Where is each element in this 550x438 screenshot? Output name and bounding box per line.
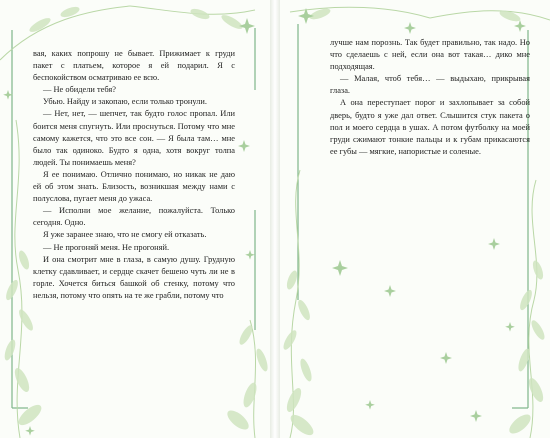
paragraph: вая, каких попрошу не бывает. Прижимает к груди пакет с платьем, которое я ей подарил. Я с беспокойством осматриваю ее всю. [33,49,235,83]
left-page-text [33,48,235,302]
book-gutter [270,0,280,438]
paragraph: Я уже заранее знаю, что не смогу ей отказать. [43,230,207,240]
paragraph: — Не прогоняй меня. Не прогоняй. [43,242,170,252]
paragraph: — Не обидели тебя? [43,85,116,95]
paragraph: Я ее понимаю. Отлично понимаю, но никак не даю ей об этом знать. Близость, возникшая между нами с полуслова, пугает меня до ужаса. [33,169,235,204]
left-page [0,0,270,438]
right-page-text [330,37,530,158]
paragraph: Убью. Найду и закопаю, если только тронули. [43,97,207,107]
paragraph: И она смотрит мне в глаза, в самую душу. Грудную клетку сдавливает, и сердце скачет бешено чуть ли не в горле. Хочется биться башкой об стенку, потому что нельзя, потому что опять на те же грабли, потому что [33,254,235,300]
paragraph: А она переступает порог и захлопывает за собой дверь, будто я уже дал ответ. Слышится стук пакета о пол и моего сердца в ушах. А потом футболку на моей груди сжимают тонкие пальцы и к губам прикасаются ее губы — мягкие, напористые и соленые. [330,98,530,156]
paragraph: лучше нам порознь. Так будет правильно, так надо. Но что сделаешь с ней, если она вот такая… дико мне подходящая. [330,38,530,72]
paragraph: — Малая, чтоб тебя… — выдыхаю, прикрывая глаза. [330,74,530,96]
right-page [280,0,550,438]
paragraph: — Нет, нет, — шепчет, так будто голос пропал. Или боится меня спугнуть. Или проснуться. Потому что мне самому кажется, что это все сон. — Я была там… мне было так одиноко. Будто я одна, хотя вокруг толпа людей. Ты понимаешь меня? [33,109,235,167]
paragraph: — Исполни мое желание, пожалуйста. Только сегодня. Одно. [33,206,235,228]
